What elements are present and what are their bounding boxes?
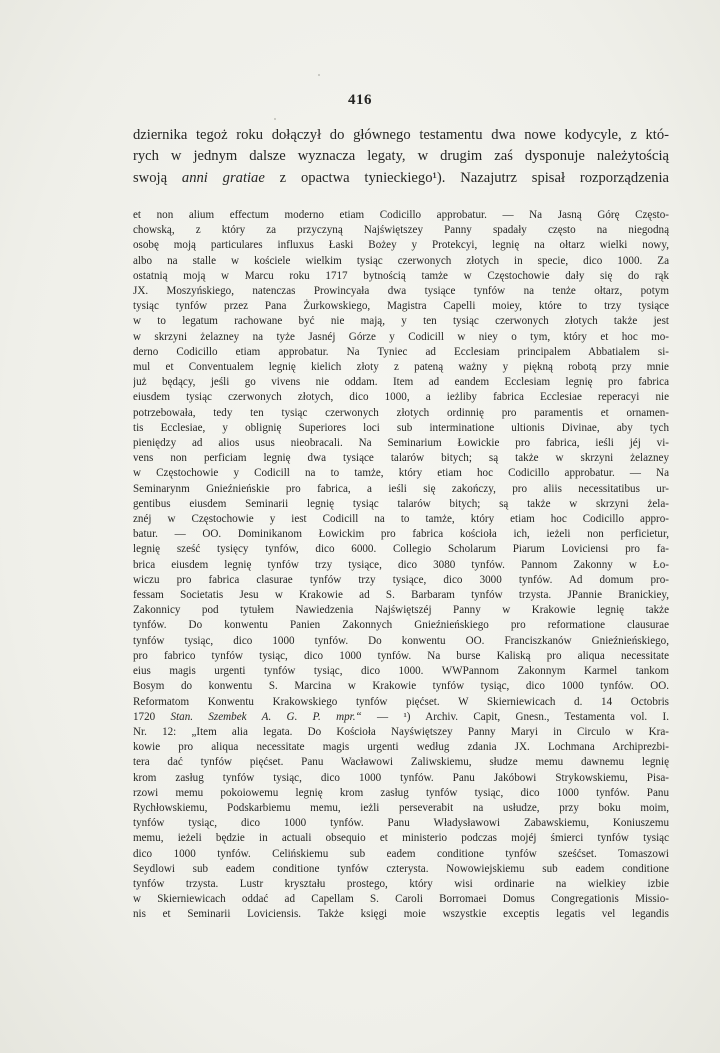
footnote-line: Nr. 12: „Item alia legata. Do Kościoła Nayświętszey Panny Maryi in Circulo w Kra- (133, 725, 669, 738)
footnote-line: legnię sześć tysięcy tynfów, dico 6000. Collegio Scholarum Piarum Loviciensi pro fa- (133, 543, 669, 556)
footnote-line: albo na stalle w kościele wielkim tysiąc czerwonych złotych in specie, dico 1000. Za (133, 254, 669, 267)
footnote-line: tysiąc tynfów przez Pana Żurkowskiego, Magistra Capelli moiey, które to trzy tysiące (133, 300, 669, 313)
page-number: 416 (348, 92, 372, 108)
italic-phrase: anni gratiae (181, 169, 265, 186)
footnote-line: derno Codicillo etiam approbatur. Na Tyniec ad Ecclesiam principalem Abbatialem si- (133, 345, 669, 358)
scan-speck (274, 118, 276, 120)
footnote-line: batur. — OO. Dominikanom Łowickim pro fabrica kościoła ich, ieżeli non perficietur, (133, 528, 669, 541)
footnote-line: rzowi memu pokoiowemu legnię krom zasług tynfów tysiąc, dico 1000 tynfów. Panu (133, 786, 669, 799)
footnote-line: tynfów trzysta. Lustr kryształu prostego, który wisi ordinarie na wielkiey izbie (133, 877, 669, 890)
footnote-line: chowską, z który za przyczyną Najświętszey Panny spadały często na niegodną (133, 224, 669, 237)
footnote-line: w to legatum rachowane być nie mają, y ten tysiąc czerwonych złotych także jest (133, 315, 669, 328)
italic-phrase: Stan. Szembek A. G. P. mpr.“ (170, 710, 362, 723)
footnote-line: w skrzyni żelazney na tyże Jasnéj Górze y Codicill w niey o tym, który et hoc mo- (133, 330, 669, 343)
footnote-text (133, 208, 669, 923)
footnote-line: tynfów tysiąc, dico 1000 tynfów. Panu Władysławowi Zabawskiemu, Koniuszemu (133, 817, 669, 830)
footnote-line: znéj w Częstochowie y iest Codicill na to tamże, który etiam hoc Codicillo appro- (133, 513, 669, 526)
footnote-line: Bosym do konwentu S. Marcina w Krakowie tynfów tysiąc, dico 1000 tynfów. OO. (133, 680, 669, 693)
main-text-line: swoją anni gratiae z opactwa tynieckiego¹). Nazajutrz spisał rozporządzenia (133, 169, 669, 186)
footnote-line: gentibus eiusdem Seminarii legnię tysiąc talarów bitych; są także w skrzyni żela- (133, 497, 669, 510)
footnote-line: eius magis urgenti tynfów tysiąc, dico 1000. WWPannom Zakonnym Karmel tankom (133, 665, 669, 678)
footnote-line: 1720 Stan. Szembek A. G. P. mpr.“ — ¹) Archiv. Capit, Gnesn., Testamenta vol. I. (133, 710, 669, 723)
footnote-line: vens non perficiam legnię dwa tysiące talarów bitych; są także w skrzyni żelazney (133, 452, 669, 465)
footnote-line: nis et Seminarii Loviciensis. Także księgi moie wszystkie exceptis legatis vel legandis (133, 908, 669, 921)
footnote-line: pieniędzy ad alios usus nieobracali. Na Seminarium Łowickie pro fabrica, ieśli jéj vi- (133, 437, 669, 450)
footnote-line: tis Ecclesiae, y oblignię Superiores loci sub interminatione ultionis Divinae, aby tych (133, 421, 669, 434)
footnote-line: już będący, jeśli go vivens nie oddam. Item ad eandem Ecclesiam legnię pro fabrica (133, 376, 669, 389)
footnote-line: eiusdem tysiąc czerwonych złotych, dico 1000, a ieżliby fabrica Ecclesiae reperacyi nie (133, 391, 669, 404)
footnote-line: tera dać tynfów pięćset. Panu Wacławowi Zaliwskiemu, słudze memu dawnemu legnię (133, 756, 669, 769)
footnote-line: potrzebowała, tedy ten tysiąc czerwonych złotych ordinnię pro paramentis et ornamen- (133, 406, 669, 419)
footnote-line: Seminarynm Gnieźnieńskie pro fabrica, a ieśli się zakończy, pro aliis necessitatibus ur- (133, 482, 669, 495)
main-text (133, 125, 669, 189)
footnote-line: Seydlowi sub eadem conditione tynfów czterysta. Nowowiejskiemu sub eadem conditione (133, 862, 669, 875)
footnote-line: et non alium effectum moderno etiam Codicillo approbatur. — Na Jasną Górę Często- (133, 209, 669, 221)
scan-speck (318, 74, 320, 76)
footnote-line: ostatnią moją w Marcu roku 1717 bytnością tamże w Częstochowie dały się do rąk (133, 269, 669, 282)
footnote-line: w Skierniewicach oddać ad Capellam S. Caroli Borromaei Domus Congregationis Missio- (133, 893, 669, 906)
footnote-line: krom zasług tynfów tysiąc, dico 1000 tynfów. Panu Jakóbowi Strykowskiemu, Pisa- (133, 771, 669, 784)
footnote-line: kowie pro aliqua necessitate magis urgenti według zdania JX. Lochmana Archiprezbi- (133, 741, 669, 754)
footnote-line: memu, ieżeli będzie in actuali obsequio et ministerio podczas mojéj śmierci tynfów tysiąc (133, 832, 669, 845)
footnote-line: dico 1000 tynfów. Celińskiemu sub eadem conditione tynfów sześćset. Tomaszowi (133, 847, 669, 860)
main-text-line: rych w jednym dalsze wyznacza legaty, w drugim zaś dysponuje należytością (133, 148, 669, 165)
footnote-line: pro fabrico tynfów tysiąc, dico 1000 tynfów. Na burse Kaliską pro aliqua necessitate (133, 649, 669, 662)
footnote-line: w Częstochowie y Codicill na to tamże, który etiam hoc Codicillo approbatur. — Na (133, 467, 669, 480)
footnote-line: osobę moją particulares influxus Łaski Bożey y Protekcyi, legnię na ołtarz wielki nowy, (133, 239, 669, 252)
footnote-line: wiczu pro fabrica clasurae tynfów trzy tysiące, dico 3000 tynfów. Ad domum pro- (133, 573, 669, 586)
footnote-line: brica eiusdem legnię tynfów trzy tysiące, dico 3080 tynfów. Pannom Zakonny w Ło- (133, 558, 669, 571)
footnote-line: JX. Moszyńskiego, natenczas Prowincyała dwa tysiące tynfów na tenże ołtarz, potym (133, 285, 669, 298)
main-text-line: dziernika tegoż roku dołączył do głównego testamentu dwa nowe kodycyle, z któ- (133, 127, 669, 143)
footnote-line: fessam Societatis Jesu w Krakowie ad S. Barbaram tynfów trzysta. JPannie Branickiey, (133, 589, 669, 602)
footnote-line: mul et Conventualem legnię kielich złoty z pateną ważny y piękną robotą przy mnie (133, 361, 669, 374)
footnote-line: Rychłowskiemu, Podskarbiemu memu, ieżli perseverabit na usłudze, przy boku moim, (133, 801, 669, 814)
footnote-line: tynfów tysiąc, dico 1000 tynfów. Do konwentu OO. Franciszkanów Gnieźnieńskiego, (133, 634, 669, 647)
footnote-line: tynfów. Do konwentu Panien Zakonnych Gnieźnieńskiego pro reformatione clausurae (133, 619, 669, 632)
footnote-line: Reformatom Konwentu Krakowskiego tynfów pięćset. W Skierniewicach d. 14 Octobris (133, 695, 669, 708)
footnote-line: Zakonnicy pod tytułem Nawiedzenia Najświętszéj Panny w Krakowie legnię także (133, 604, 669, 617)
